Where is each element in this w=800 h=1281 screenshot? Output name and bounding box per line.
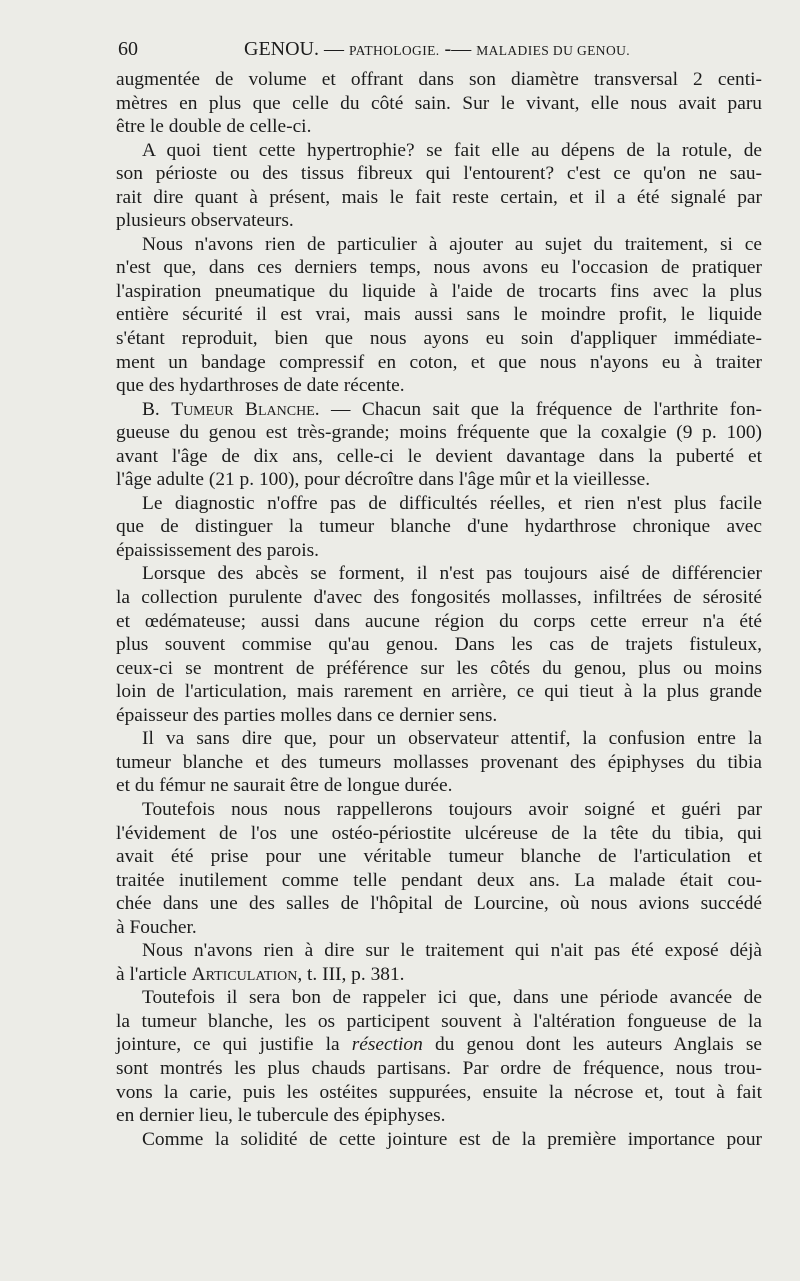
page-number: 60: [118, 38, 138, 60]
text-line: la tumeur blanche, les os participent souvent à l'altération fongueuse de la: [116, 1010, 762, 1032]
text-line: B. Tumeur Blanche. — Chacun sait que la fréquence de l'arthrite fon-: [142, 398, 762, 420]
text-line: n'est que, dans ces derniers temps, nous avons eu l'occasion de pratiquer: [116, 257, 762, 279]
text-line: A quoi tient cette hypertrophie? se fait elle au dépens de la rotule, de: [142, 139, 762, 161]
text-line: l'âge adulte (21 p. 100), pour décroître dans l'âge mûr et la vieillesse.: [116, 469, 651, 491]
header-section: PATHOLOGIE.: [349, 43, 440, 58]
text-line: Comme la solidité de cette jointure est de la première importance pour: [142, 1128, 762, 1150]
text-line: la collection purulente d'avec des fongosités mollasses, infiltrées de sérosité: [116, 587, 762, 609]
text-line: Lorsque des abcès se forment, il n'est pas toujours aisé de différencier: [142, 563, 762, 585]
text-line: chée dans une des salles de l'hôpital de Lourcine, où nous avions succédé: [116, 893, 762, 915]
text-line: en dernier lieu, le tubercule des épiphyses.: [116, 1105, 446, 1127]
text-line: avait été prise pour une véritable tumeur blanche de l'articulation et: [116, 846, 762, 868]
running-header: [118, 38, 768, 68]
text-line: Nous n'avons rien de particulier à ajouter au sujet du traitement, si ce: [142, 233, 762, 255]
text-line: Le diagnostic n'offre pas de difficultés réelles, et rien n'est plus facile: [142, 492, 762, 514]
text-line: son périoste ou des tissus fibreux qui l'entourent? c'est ce qu'on ne sau-: [116, 163, 762, 185]
text-line: Toutefois il sera bon de rappeler ici que, dans une période avancée de: [142, 987, 762, 1009]
text-line: traitée inutilement comme telle pendant deux ans. La malade était cou-: [116, 869, 762, 891]
text-line: et du fémur ne saurait être de longue durée.: [116, 775, 453, 797]
text-line: à Foucher.: [116, 916, 197, 938]
text-line: que des hydarthroses de date récente.: [116, 375, 405, 397]
text-line: rait dire quant à présent, mais le fait reste certain, et il a été signalé par: [116, 186, 762, 208]
text-line: épaisseur des parties molles dans ce dernier sens.: [116, 704, 498, 726]
text-line: vons la carie, puis les ostéites suppurées, ensuite la nécrose et, tout à fait: [116, 1081, 762, 1103]
text-line: mètres en plus que celle du côté sain. Sur le vivant, elle nous avait paru: [116, 92, 762, 114]
text-line: Il va sans dire que, pour un observateur attentif, la confusion entre la: [142, 728, 762, 750]
header-subsection: MALADIES DU GENOU.: [476, 43, 631, 58]
text-line: gueuse du genou est très-grande; moins fréquente que la coxalgie (9 p. 100): [116, 422, 762, 444]
text-line: à l'article Articulation, t. III, p. 381.: [116, 963, 405, 985]
header-title: GENOU.: [244, 38, 319, 60]
text-line: et œdémateuse; aussi dans aucune région du corps cette erreur n'a été: [116, 610, 762, 632]
text-line: Toutefois nous nous rappellerons toujours avoir soigné et guéri par: [142, 798, 762, 820]
text-line: s'étant reproduit, bien que nous ayons eu soin d'appliquer immédiate-: [116, 328, 762, 350]
text-line: tumeur blanche et des tumeurs mollasses provenant des épiphyses du tibia: [116, 751, 762, 773]
text-line: loin de l'articulation, mais rarement en arrière, ce qui tieut à la plus grande: [116, 681, 762, 703]
smallcaps-term: Articulation,: [191, 963, 303, 985]
text-line: avant l'âge de dix ans, celle-ci le devient davantage dans la puberté et: [116, 445, 762, 467]
text-line: Nous n'avons rien à dire sur le traitement qui n'ait pas été exposé déjà: [142, 940, 762, 962]
smallcaps-term: Tumeur Blanche.: [171, 398, 320, 420]
header-dash: -—: [444, 38, 472, 60]
text-line: augmentée de volume et offrant dans son diamètre transversal 2 centi-: [116, 69, 762, 90]
text-line: ceux-ci se montrent de préférence sur les côtés du genou, plus ou moins: [116, 657, 762, 679]
italic-term: résection: [351, 1034, 423, 1056]
text-line: entière sécurité il est vrai, mais aussi sans le moindre profit, le liquide: [116, 304, 762, 326]
text-line: épaississement des parois.: [116, 539, 320, 561]
text-line: être le double de celle-ci.: [116, 116, 312, 138]
body-text: [116, 68, 762, 1151]
text-line: jointure, ce qui justifie la résection du genou dont les auteurs Anglais se: [116, 1034, 762, 1056]
text-line: l'évidement de l'os une ostéo-périostite ulcéreuse de la tête du tibia, qui: [116, 822, 762, 844]
text-line: sont montrés les plus chauds partisans. Par ordre de fréquence, nous trou-: [116, 1057, 762, 1079]
header-dash: —: [324, 38, 344, 60]
text-line: ment un bandage compressif en coton, et que nous n'ayons eu à traiter: [116, 351, 762, 373]
text-line: plusieurs observateurs.: [116, 210, 294, 232]
text-line: l'aspiration pneumatique du liquide à l'aide de trocarts fins avec la plus: [116, 280, 762, 302]
running-title: [244, 38, 630, 61]
text-line: plus souvent commise qu'au genou. Dans les cas de trajets fistuleux,: [116, 634, 762, 656]
text-line: que de distinguer la tumeur blanche d'une hydarthrose chronique avec: [116, 516, 762, 538]
